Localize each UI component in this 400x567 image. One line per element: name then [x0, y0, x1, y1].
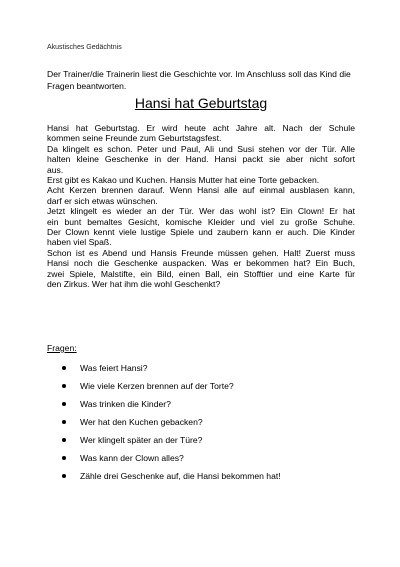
bullet-icon	[62, 384, 66, 388]
story-line: aus.	[47, 164, 64, 175]
story-line: halten kleine Geschenke in der Hand. Hansi packt sie aber nicht sofort	[47, 154, 355, 165]
story-line: Der Clown kennt viele lustige Spiele und zaubern kann er auch. Die Kinder	[47, 227, 355, 238]
story-text	[47, 123, 355, 290]
story-line: Da klingelt es schon. Peter und Paul, Ali und Susi stehen vor der Tür. Alle	[47, 143, 355, 154]
question-text: Zähle drei Geschenke auf, die Hansi bekommen hat!	[80, 471, 281, 481]
document-header: Akustisches Gedächtnis	[47, 44, 122, 51]
questions-list	[62, 362, 362, 488]
bullet-icon	[62, 456, 66, 460]
question-text: Was feiert Hansi?	[80, 363, 148, 373]
question-text: Was kann der Clown alles?	[80, 453, 184, 463]
bullet-icon	[62, 402, 66, 406]
question-text: Wie viele Kerzen brennen auf der Torte?	[80, 381, 234, 391]
bullet-icon	[62, 474, 66, 478]
question-item	[62, 434, 362, 452]
question-item	[62, 380, 362, 398]
question-text: Wer klingelt später an der Türe?	[80, 435, 203, 445]
bullet-icon	[62, 366, 66, 370]
story-line: darf er sich etwas wünschen.	[47, 195, 158, 206]
bullet-icon	[62, 420, 66, 424]
question-item	[62, 362, 362, 380]
story-line: Hansi noch die Geschenke auspacken. Was er bekommen hat? Ein Buch,	[47, 258, 355, 269]
question-item	[62, 398, 362, 416]
question-text: Was trinken die Kinder?	[80, 399, 171, 409]
story-title: Hansi hat Geburtstag	[134, 95, 268, 111]
story-line: Acht Kerzen brennen darauf. Wenn Hansi alle auf einmal ausblasen kann,	[47, 185, 355, 196]
story-line: Schon ist es Abend und Hansis Freunde müssen gehen. Halt! Zuerst muss	[47, 247, 355, 258]
story-line: kommen seine Freunde zum Geburtstagsfest.	[47, 133, 222, 144]
instructions: Der Trainer/die Trainerin liest die Geschichte vor. Im Anschluss soll das Kind die Fragen beantworten.	[47, 69, 351, 91]
story-line: den Zirkus. Wer hat ihm die wohl Geschenkt?	[47, 279, 221, 290]
question-item	[62, 452, 362, 470]
story-line: zwei Spiele, Malstifte, ein Bild, einen Ball, ein Stofftier und eine Karte für	[47, 268, 355, 279]
story-line: ein bunt bemaltes Gesicht, komische Kleider und viel zu große Schuhe.	[47, 216, 355, 227]
question-text: Wer hat den Kuchen gebacken?	[80, 417, 203, 427]
question-item	[62, 416, 362, 434]
question-item	[62, 470, 362, 488]
story-line: Erst gibt es Kakao und Kuchen. Hansis Mutter hat eine Torte gebacken.	[47, 175, 320, 186]
story-line: Hansi hat Geburtstag. Er wird heute acht Jahre alt. Nach der Schule	[47, 123, 355, 133]
questions-heading: Fragen:	[47, 343, 77, 353]
story-line: haben viel Spaß.	[47, 237, 112, 248]
story-line: Jetzt klingelt es wieder an der Tür. Wer das wohl ist? Ein Clown! Er hat	[47, 206, 355, 217]
bullet-icon	[62, 438, 66, 442]
